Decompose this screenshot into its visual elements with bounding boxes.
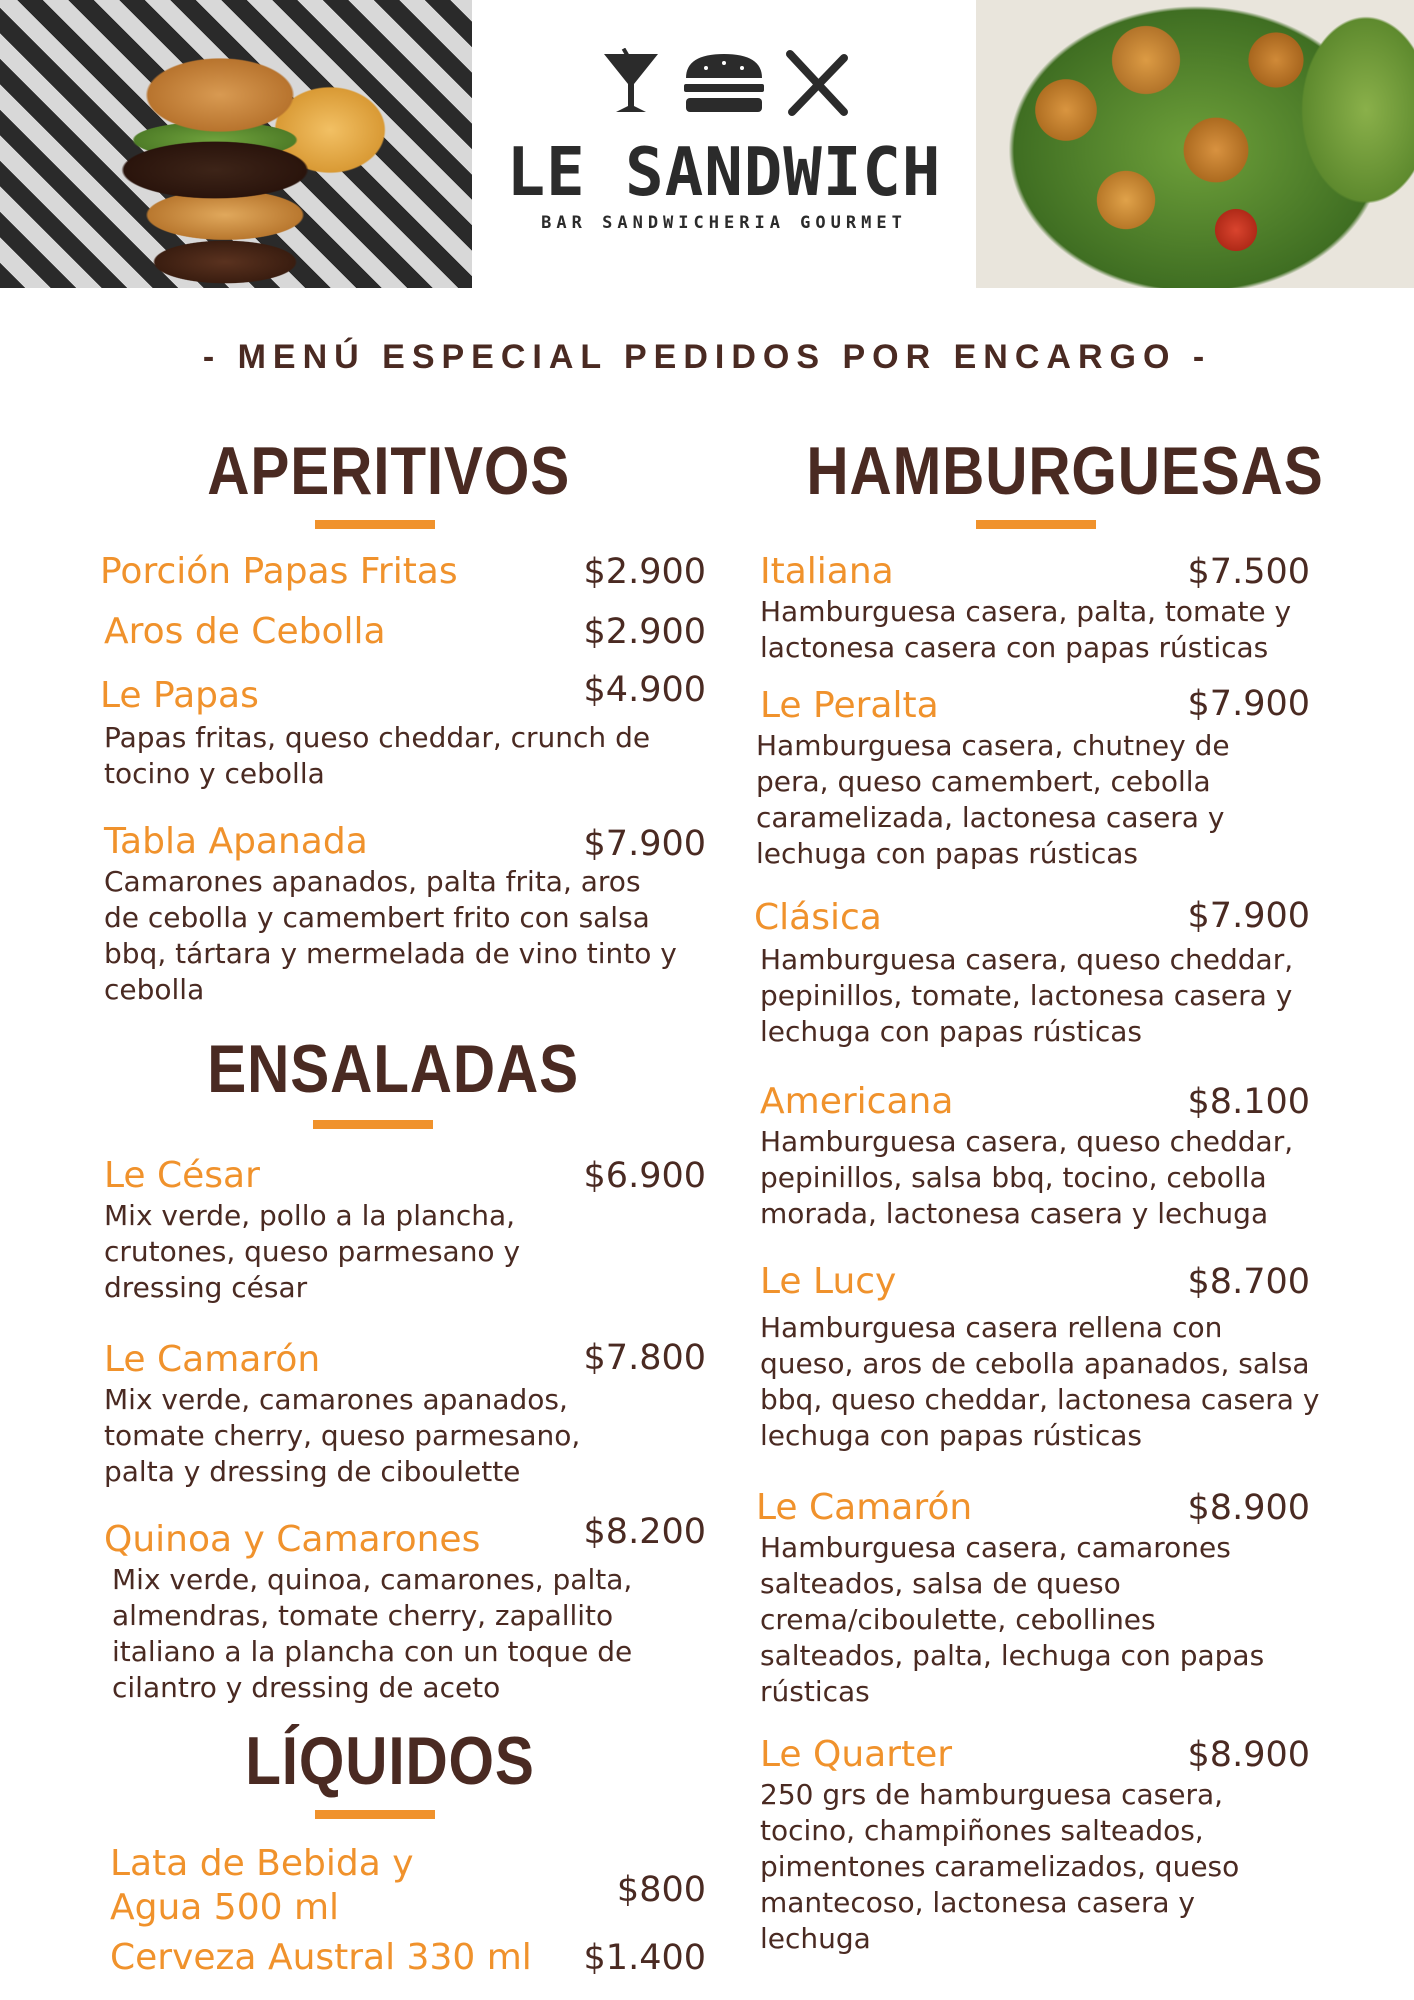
item-description: Hamburguesa casera, chutney de pera, queso camembert, cebolla caramelizada, lactonesa casera y lechuga con papas rústicas (756, 729, 1230, 870)
item-name-line2: Agua 500 ml (110, 1887, 340, 1928)
item-price: $6.900 (583, 1156, 706, 1196)
section-title-hamburguesas: HAMBURGUESAS (806, 433, 1324, 509)
section-rule (315, 1810, 435, 1819)
item-name: Le Lucy (760, 1261, 897, 1302)
item-price: $7.900 (1187, 896, 1310, 936)
burger-icon (684, 54, 764, 112)
item-description: Hamburguesa casera, queso cheddar, pepinillos, tomate, lactonesa casera y lechuga con papas rústicas (760, 943, 1294, 1048)
item-name: Le Papas (100, 675, 259, 716)
item-name: Le Camarón (756, 1487, 973, 1528)
brand-name: LE SANDWICH (506, 134, 942, 212)
item-name: Le César (104, 1155, 260, 1196)
item-description: Hamburguesa casera, queso cheddar, pepinillos, salsa bbq, tocino, cebolla morada, lactonesa casera y lechuga (760, 1125, 1294, 1230)
menu-item (756, 684, 1310, 872)
item-name-line1: Lata de Bebida y (110, 1843, 414, 1884)
item-price: $7.900 (583, 824, 706, 864)
item-description: Mix verde, quinoa, camarones, palta, almendras, tomate cherry, zapallito italiano a la plancha con un toque de cilantro y dressing de aceto (112, 1563, 633, 1704)
section-title-aperitivos: APERITIVOS (207, 433, 571, 509)
menu-item (104, 610, 706, 654)
menu-item (754, 896, 1310, 1050)
menu-item (104, 1512, 706, 1706)
menu-item (760, 550, 1310, 666)
item-price: $2.900 (583, 552, 706, 592)
menu-banner: - MENÚ ESPECIAL PEDIDOS POR ENCARGO - (202, 338, 1212, 376)
cocktail-glass-icon (604, 48, 658, 112)
item-description: Camarones apanados, palta frita, aros de cebolla y camembert frito con salsa bbq, tártara y mermelada de vino tinto y cebolla (104, 865, 677, 1006)
section-rule (315, 520, 435, 529)
item-name: Le Camarón (104, 1339, 321, 1380)
item-price: $2.900 (583, 612, 706, 652)
item-description: Mix verde, pollo a la plancha, crutones, queso parmesano y dressing césar (104, 1199, 521, 1304)
menu-item (110, 1936, 706, 1980)
menu-item (110, 1842, 706, 1930)
item-name: Quinoa y Camarones (104, 1519, 481, 1560)
logo (472, 0, 976, 288)
item-name: Aros de Cebolla (104, 611, 386, 652)
item-description: 250 grs de hamburguesa casera, tocino, champiñones salteados, pimentones caramelizados, queso mantecoso, lactonesa casera y lechuga (760, 1778, 1240, 1955)
item-name: Cerveza Austral 330 ml (110, 1937, 532, 1978)
item-name: Americana (760, 1081, 954, 1122)
item-price: $4.900 (583, 670, 706, 710)
item-description: Papas fritas, queso cheddar, crunch de tocino y cebolla (104, 721, 651, 790)
menu-item (760, 1080, 1310, 1232)
menu-item (100, 550, 706, 594)
menu-item (100, 670, 706, 792)
shrimp-salad-photo (976, 0, 1414, 288)
item-price: $7.900 (1187, 684, 1310, 724)
menu-item (756, 1486, 1310, 1710)
item-description: Mix verde, camarones apanados, tomate cherry, queso parmesano, palta y dressing de ciboulette (104, 1383, 581, 1488)
brand-tagline: BAR SANDWICHERIA GOURMET (541, 213, 907, 233)
item-description: Hamburguesa casera rellena con queso, aros de cebolla apanados, salsa bbq, queso cheddar, lactonesa casera y lechuga con papas rústicas (760, 1311, 1320, 1452)
item-description: Hamburguesa casera, camarones salteados, salsa de queso crema/ciboulette, cebollines salteados, palta, lechuga con papas rústicas (760, 1531, 1265, 1708)
item-price: $800 (616, 1870, 706, 1910)
menu-item (760, 1260, 1320, 1454)
item-price: $8.200 (583, 1512, 706, 1552)
logo-icon-row (594, 48, 854, 118)
item-price: $7.800 (583, 1338, 706, 1378)
section-title-liquidos: LÍQUIDOS (245, 1723, 535, 1799)
item-price: $8.900 (1187, 1488, 1310, 1528)
menu-item (760, 1733, 1310, 1957)
item-price: $1.400 (583, 1938, 706, 1978)
item-name: Tabla Apanada (104, 821, 368, 862)
item-name: Clásica (754, 897, 882, 938)
item-price: $7.500 (1187, 552, 1310, 592)
item-price: $8.700 (1187, 1262, 1310, 1302)
menu-item (104, 820, 706, 1008)
section-title-ensaladas: ENSALADAS (207, 1031, 579, 1107)
item-description: Hamburguesa casera, palta, tomate y lactonesa casera con papas rústicas (760, 595, 1292, 664)
menu-item (104, 1338, 706, 1490)
logo-icons (472, 48, 976, 122)
item-name: Le Quarter (760, 1734, 953, 1775)
section-rule (313, 1120, 433, 1129)
item-price: $8.900 (1187, 1735, 1310, 1775)
fork-knife-icon (790, 54, 844, 112)
menu-item (104, 1154, 706, 1306)
burger-photo (0, 0, 472, 288)
item-name: Le Peralta (760, 685, 939, 726)
item-price: $8.100 (1187, 1082, 1310, 1122)
item-name: Italiana (760, 551, 894, 592)
item-name: Porción Papas Fritas (100, 551, 458, 592)
section-rule (976, 520, 1096, 529)
